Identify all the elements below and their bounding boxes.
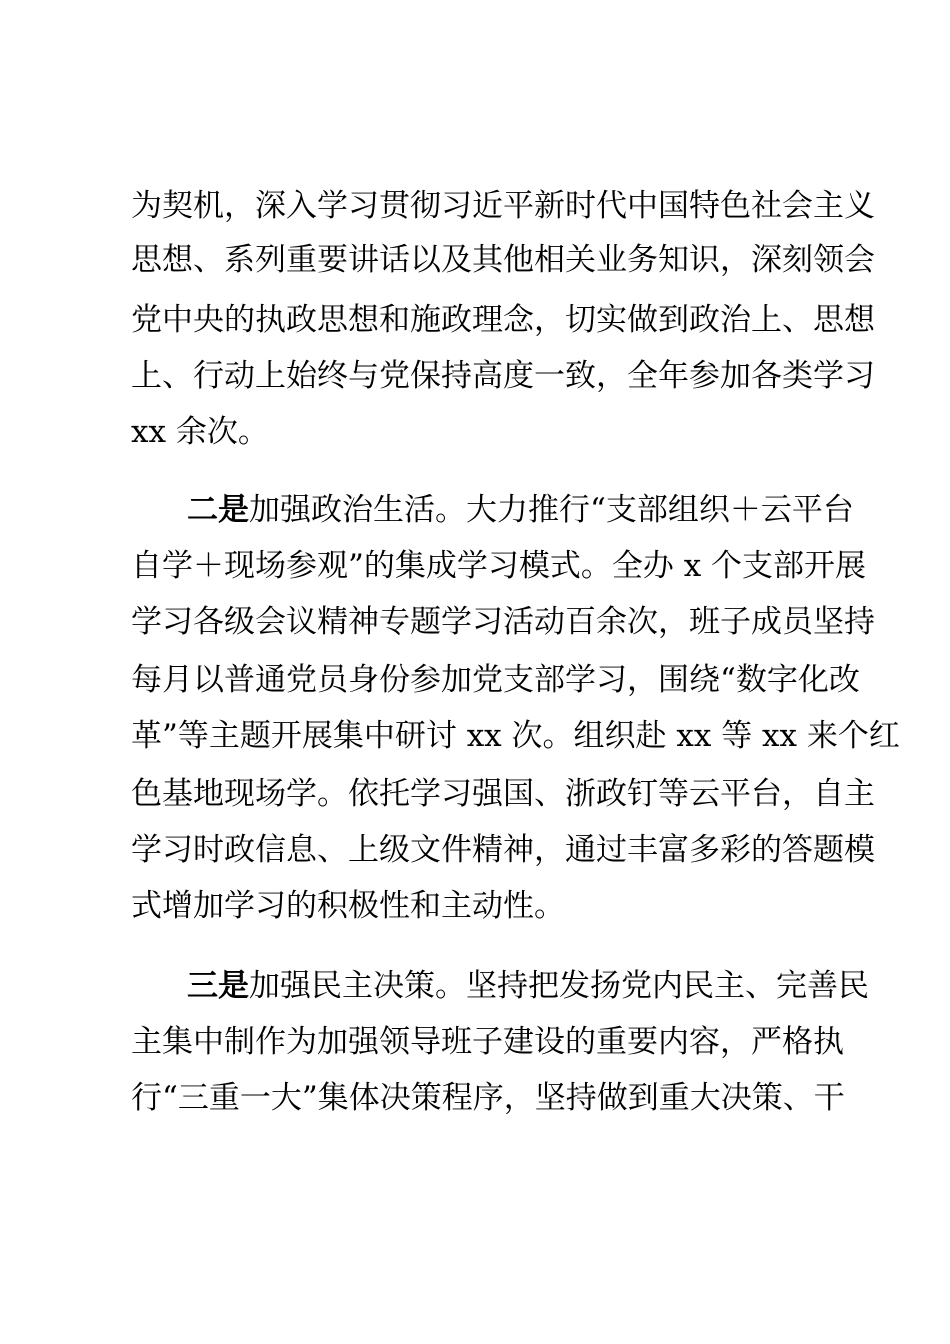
- paragraph-3-line-1: [131, 966, 869, 1006]
- paragraph-1-line-3: 党中央的执政思想和施政理念，切实做到政治上、思想: [131, 302, 875, 338]
- paragraph-2-lead: 二是: [187, 492, 249, 528]
- paragraph-2-line-1: [131, 490, 854, 530]
- paragraph-2-line-5: 革”等主题开展集中研讨 xx 次。组织赴 xx 等 xx 来个红: [131, 718, 900, 754]
- paragraph-1-line-4: 上、行动上始终与党保持高度一致，全年参加各类学习: [131, 358, 875, 394]
- paragraph-3-line-2: 主集中制作为加强领导班子建设的重要内容，严格执: [131, 1024, 844, 1060]
- paragraph-2-line-4: 每月以普通党员身份参加党支部学习，围绕“数字化改: [131, 662, 860, 698]
- paragraph-2-line-2: 自学＋现场参观”的集成学习模式。全办 x 个支部开展: [131, 548, 867, 584]
- paragraph-3-line-1-text: 加强民主决策。坚持把发扬党内民主、完善民: [249, 968, 869, 1004]
- paragraph-1-line-1: 为契机，深入学习贯彻习近平新时代中国特色社会主义: [131, 188, 875, 224]
- paragraph-2-line-6: 色基地现场学。依托学习强国、浙政钉等云平台，自主: [131, 776, 875, 812]
- paragraph-1-line-2: 思想、系列重要讲话以及其他相关业务知识，深刻领会: [131, 242, 875, 278]
- paragraph-3-line-3: 行“三重一大”集体决策程序，坚持做到重大决策、干: [131, 1080, 845, 1116]
- paragraph-2-line-1-text: 加强政治生活。大力推行“支部组织＋云平台: [249, 492, 854, 528]
- paragraph-2-line-8: 式增加学习的积极性和主动性。: [131, 888, 565, 924]
- paragraph-1-line-5: xx 余次。: [131, 414, 269, 450]
- paragraph-3-lead: 三是: [187, 968, 249, 1004]
- paragraph-2-line-7: 学习时政信息、上级文件精神，通过丰富多彩的答题模: [131, 832, 875, 868]
- paragraph-2-line-3: 学习各级会议精神专题学习活动百余次，班子成员坚持: [131, 604, 875, 640]
